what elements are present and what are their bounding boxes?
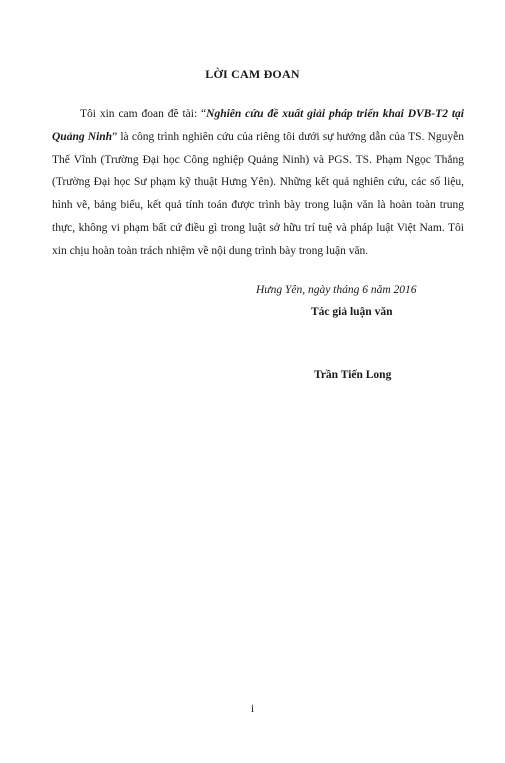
page-number: i <box>250 703 255 715</box>
declaration-paragraph <box>52 103 464 263</box>
author-role: Tác giả luận văn <box>311 306 393 318</box>
paragraph-body: ” là công trình nghiên cứu của riêng tôi dưới sự hướng dẫn của TS. Nguyễn Thế Vĩnh (Trường Đại học Công nghiệp Quảng Ninh) và PGS. TS. Phạm Ngọc Thắng (Trường Đại học Sư phạm kỹ thuật Hưng Yên). Những kết quả nghiên cứu, các số liệu, hình vẽ, bảng biểu, kết quả tính toán được trình bày trong luận văn là hoàn toàn trung thực, không vi phạm bất cứ điều gì trong luật sở hữu trí tuệ và pháp luật Việt Nam. Tôi xin chịu hoàn toàn trách nhiệm về nội dung trình bày trong luận văn. <box>52 130 465 257</box>
thesis-topic: Nghiên cứu đề xuất giải pháp triển khai DVB-T2 tại Quảng Ninh <box>52 108 464 143</box>
page-title: LỜI CAM ĐOAN <box>205 67 300 81</box>
paragraph-intro: Tôi xin cam đoan đề tài: “ <box>80 108 207 120</box>
place-date: Hưng Yên, ngày tháng 6 năm 2016 <box>256 284 417 296</box>
author-name: Trần Tiến Long <box>314 369 392 381</box>
